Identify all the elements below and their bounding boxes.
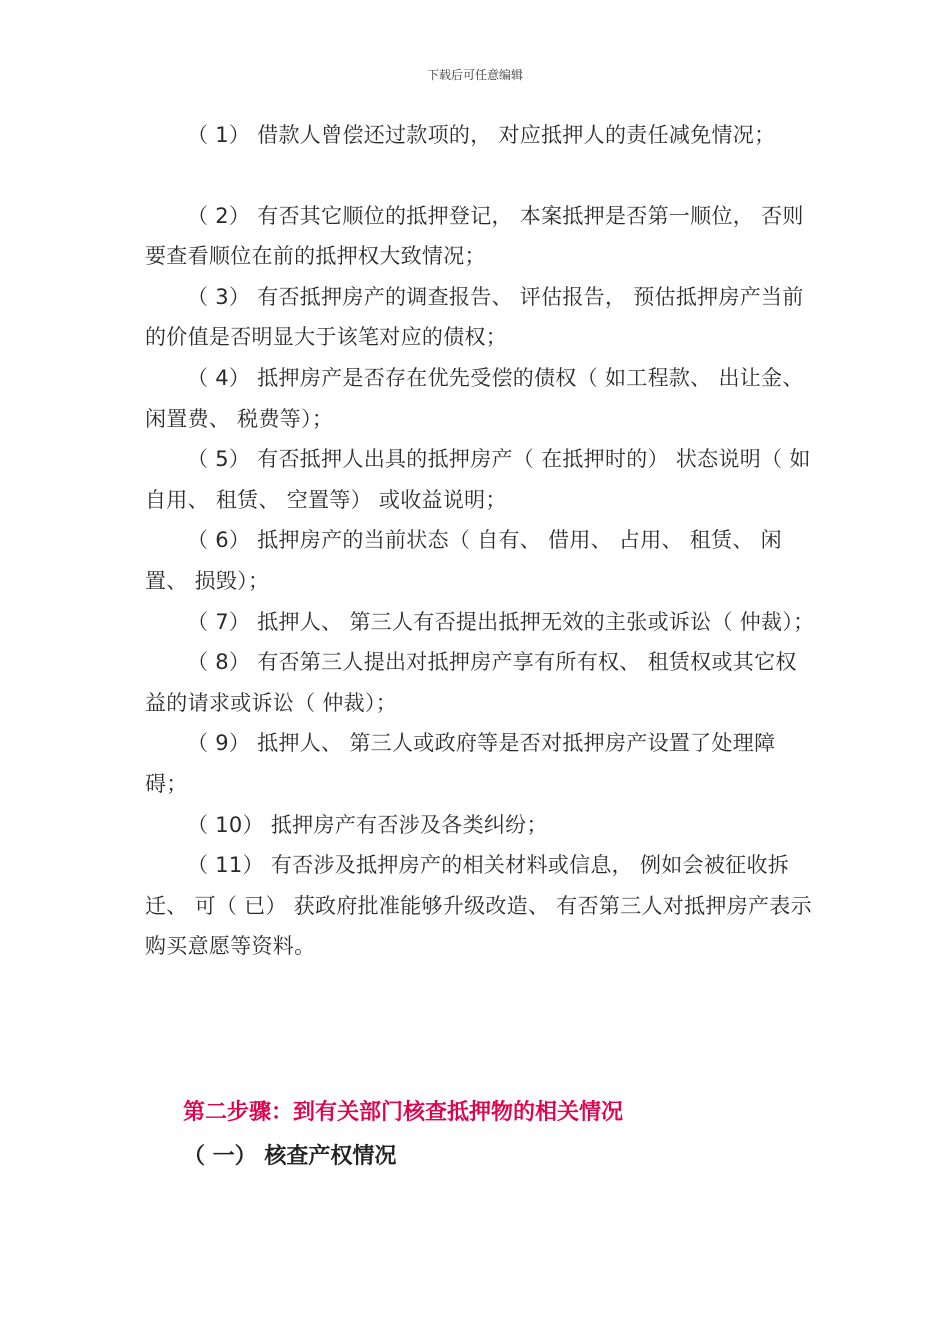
page-header: 下载后可任意编辑 — [426, 68, 523, 82]
list-item-11: （ 11） 有否涉及抵押房产的相关材料或信息， 例如会被征收拆迁、 可（ 已） 获政府批准能够升级改造、 有否第三人对抵押房产表示购买意愿等资料。 — [145, 853, 812, 959]
list-item-7: （ 7） 抵押人、 第三人有否提出抵押无效的主张或诉讼（ 仲裁）； — [187, 609, 815, 634]
list-item-1: （ 1） 借款人曾偿还过款项的， 对应抵押人的责任减免情况； — [187, 123, 776, 147]
list-item-9: （ 9） 抵押人、 第三人或政府等是否对抵押房产设置了处理障碍； — [145, 731, 776, 796]
subsection-heading: （ 一） 核查产权情况 — [183, 1144, 397, 1169]
document-body — [145, 115, 817, 967]
list-item-4: （ 4） 抵押房产是否存在优先受偿的债权（ 如工程款、 出让金、 闲置费、 税费等）； — [145, 365, 811, 431]
section-heading-step-two: 第二步骤：到有关部门核查抵押物的相关情况 — [183, 1100, 624, 1125]
list-item-2: （ 2） 有否其它顺位的抵押登记， 本案抵押是否第一顺位， 否则要查看顺位在前的抵押权大致情况； — [145, 203, 804, 269]
paragraph-gap — [145, 156, 817, 196]
list-item-10: （ 10） 抵押房产有否涉及各类纠纷； — [187, 812, 548, 837]
list-item-8: （ 8） 有否第三人提出对抵押房产享有所有权、 租赁权或其它权益的请求或诉讼（ 仲裁）； — [145, 650, 797, 715]
list-item-6: （ 6） 抵押房产的当前状态（ 自有、 借用、 占用、 租赁、 闲置、 损毁）； — [145, 528, 782, 593]
list-item-3: （ 3） 有否抵押房产的调查报告、 评估报告， 预估抵押房产当前的价值是否明显大于该笔对应的债权； — [145, 284, 804, 350]
list-item-5: （ 5） 有否抵押人出具的抵押房产（ 在抵押时的） 状态说明（ 如自用、 租赁、 空置等） 或收益说明； — [145, 447, 811, 512]
